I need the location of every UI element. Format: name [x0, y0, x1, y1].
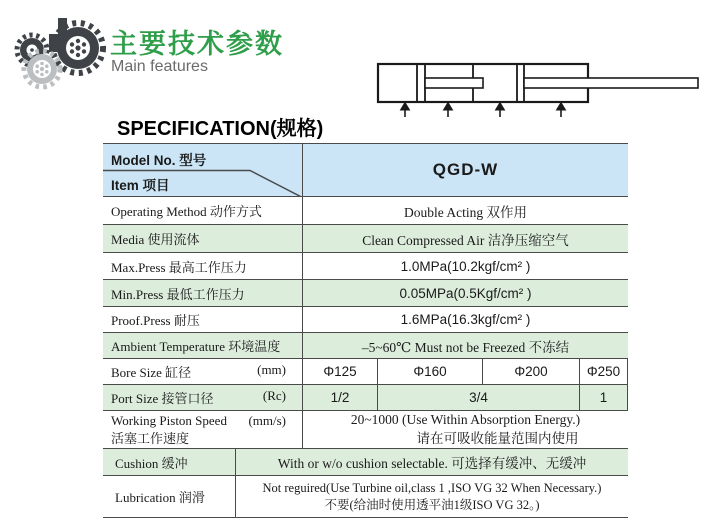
row-value: [236, 476, 628, 517]
row-value: 0.05MPa(0.5Kgf/cm² ): [399, 285, 532, 301]
port-arrows: [401, 103, 566, 118]
table-row-min-press: [103, 280, 628, 307]
row-value: Clean Compressed Air 洁净压缩空气: [362, 232, 569, 248]
row-label: Proof.Press 耐压: [103, 307, 303, 332]
big-dark-gear-icon: [53, 23, 103, 73]
row-label: [103, 411, 303, 448]
table-row-lubrication: [103, 476, 628, 518]
specification-table: [103, 143, 628, 518]
lubrication-value-line2: 不要(给油时使用透平油1级ISO VG 32。): [324, 497, 540, 512]
speed-unit: (mm/s): [248, 412, 286, 428]
row-label: Lubrication 润滑: [103, 476, 236, 517]
table-row-piston-speed: [103, 411, 628, 449]
model-no-label: Model No. 型号: [111, 153, 207, 168]
table-header-row: [103, 144, 628, 197]
speed-value-line2: 请在可吸收能量范围内使用: [416, 430, 579, 446]
table-row-cushion: [103, 449, 628, 476]
port-size-unit: (Rc): [262, 388, 286, 403]
piston-rod-1: [425, 78, 483, 88]
table-row-port-size: [103, 385, 628, 411]
bore-value-160: Φ160: [378, 359, 483, 384]
bore-size-unit: (mm): [257, 362, 286, 377]
page-subtitle: Main features: [111, 58, 208, 75]
gears-logo-icon: [12, 8, 108, 92]
row-label: Max.Press 最高工作压力: [103, 253, 303, 279]
piston-rod-2: [524, 78, 698, 88]
table-row-bore-size: [103, 359, 628, 385]
row-label: [103, 385, 303, 410]
speed-label: Working Piston Speed: [111, 412, 227, 428]
row-label: Operating Method 动作方式: [103, 197, 303, 224]
bore-value-250: Φ250: [580, 359, 628, 384]
model-value: QGD-W: [432, 160, 499, 179]
row-label: Cushion 缓冲: [103, 449, 236, 475]
page-title-cn: 主要技术参数: [110, 29, 284, 59]
port-size-label: Port Size 接管口径: [111, 391, 214, 406]
row-value: 1.6MPa(16.3kgf/cm² ): [400, 312, 531, 327]
row-value: With or w/o cushion selectable. 可选择有缓冲、无缓冲: [277, 456, 587, 471]
table-row-operating-method: [103, 197, 628, 225]
header-model-item-cell: [103, 144, 303, 196]
row-label: Min.Press 最低工作压力: [103, 280, 303, 306]
table-row-media: [103, 225, 628, 253]
row-value: [303, 411, 628, 448]
table-row-ambient-temperature: [103, 333, 628, 359]
specification-heading: SPECIFICATION(规格): [117, 118, 324, 140]
bore-size-label: Bore Size 缸径: [111, 365, 192, 380]
cylinder-diagram: [370, 55, 710, 120]
row-value: –5~60℃ Must not be Freezed 不冻结: [361, 339, 570, 355]
row-value: Double Acting 双作用: [404, 204, 527, 220]
row-value: 1.0MPa(10.2kgf/cm² ): [400, 258, 531, 274]
bore-value-200: Φ200: [483, 359, 580, 384]
table-row-max-press: [103, 253, 628, 280]
row-label: Media 使用流体: [103, 225, 303, 252]
port-value-2: 3/4: [378, 385, 580, 410]
port-value-1: 1/2: [303, 385, 378, 410]
speed-value-line1: 20~1000 (Use Within Absorption Energy.): [350, 412, 581, 428]
row-label: Ambient Temperature 环境温度: [103, 333, 303, 358]
speed-label-cn: 活塞工作速度: [111, 430, 190, 446]
row-label: [103, 359, 303, 384]
port-value-3: 1: [580, 385, 628, 410]
bore-value-125: Φ125: [303, 359, 378, 384]
table-row-proof-press: [103, 307, 628, 333]
item-label: Item 项目: [111, 178, 170, 193]
lubrication-value-line1: Not reguired(Use Turbine oil,class 1 ,ISO VG 32 When Necessary.): [262, 481, 602, 496]
